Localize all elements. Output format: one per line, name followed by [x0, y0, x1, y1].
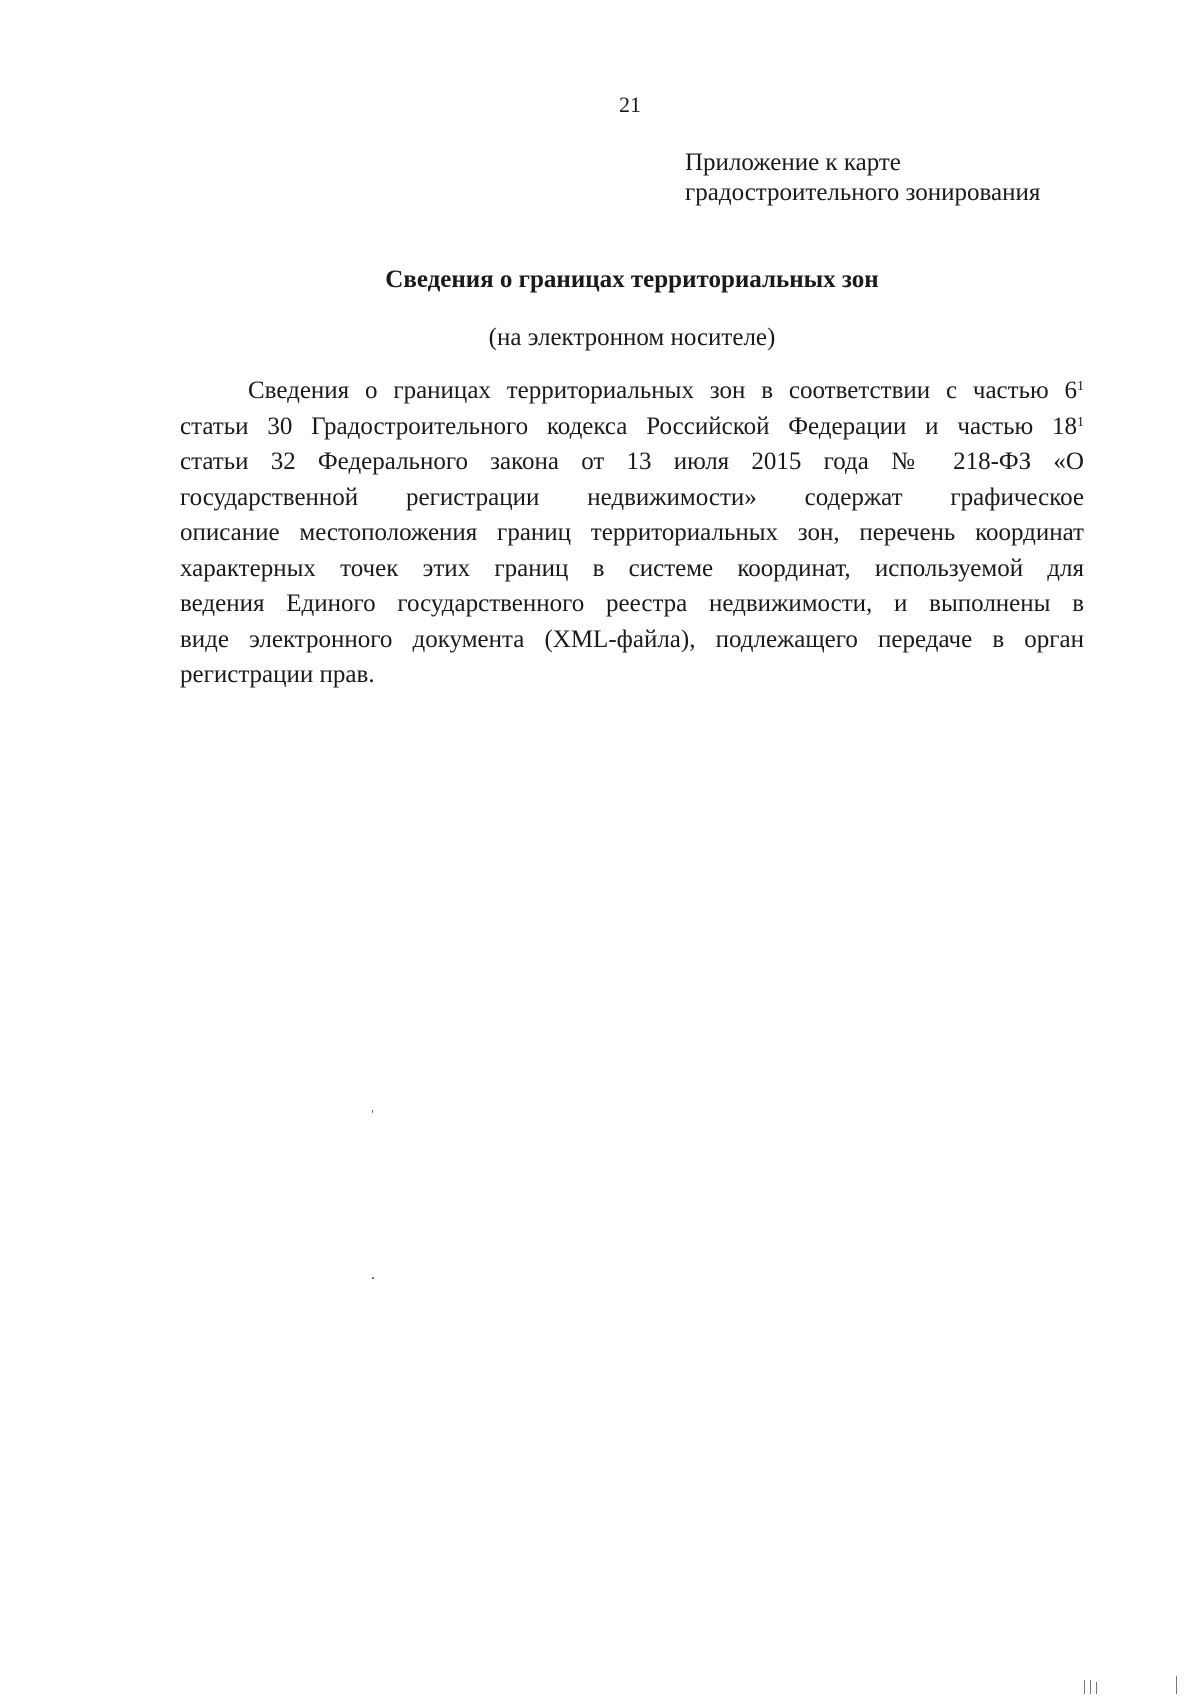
paragraph-line-4: государственной регистрации недвижимости» содержат графическое	[180, 483, 1084, 511]
paragraph-line-7: ведения Единого государственного реестра недвижимости, и выполнены в	[180, 590, 1084, 617]
scan-speck	[1090, 1680, 1091, 1694]
paragraph-line-1	[180, 373, 1084, 409]
appendix-line-1: Приложение к карте	[685, 149, 901, 176]
body-paragraph	[180, 373, 1084, 693]
scan-speck	[1096, 1682, 1097, 1694]
paragraph-line-9: регистрации прав.	[180, 661, 375, 688]
scan-speck	[1176, 1676, 1177, 1694]
document-title: Сведения о границах территориальных зон	[385, 266, 879, 293]
appendix-line-2: градостроительного зонирования	[685, 179, 1041, 206]
paragraph-line-2	[180, 409, 1084, 445]
paragraph-line-8: виде электронного документа (XML-файла), подлежащего передаче в орган	[180, 625, 1084, 653]
scan-speck	[372, 1110, 373, 1113]
page-number: 21	[619, 92, 641, 117]
superscript-2: 1	[1077, 414, 1084, 430]
paragraph-line-5: описание местоположения границ территориальных зон, перечень координат	[180, 519, 1084, 546]
paragraph-line-3: статьи 32 Федерального закона от 13 июля 2015 года № 218-ФЗ «О	[180, 448, 1084, 475]
scan-speck	[1084, 1680, 1085, 1694]
paragraph-line-6: характерных точек этих границ в системе координат, используемой для	[180, 554, 1084, 582]
document-subtitle: (на электронном носителе)	[488, 324, 776, 351]
appendix-note	[685, 148, 1040, 208]
paragraph-line-1-text: Сведения о границах территориальных зон в соответствии с частью 6	[248, 377, 1077, 404]
superscript-1: 1	[1077, 379, 1084, 394]
scan-speck	[372, 1277, 374, 1279]
paragraph-line-2-text: статьи 30 Градостроительного кодекса Российской Федерации и частью 18	[180, 412, 1077, 440]
